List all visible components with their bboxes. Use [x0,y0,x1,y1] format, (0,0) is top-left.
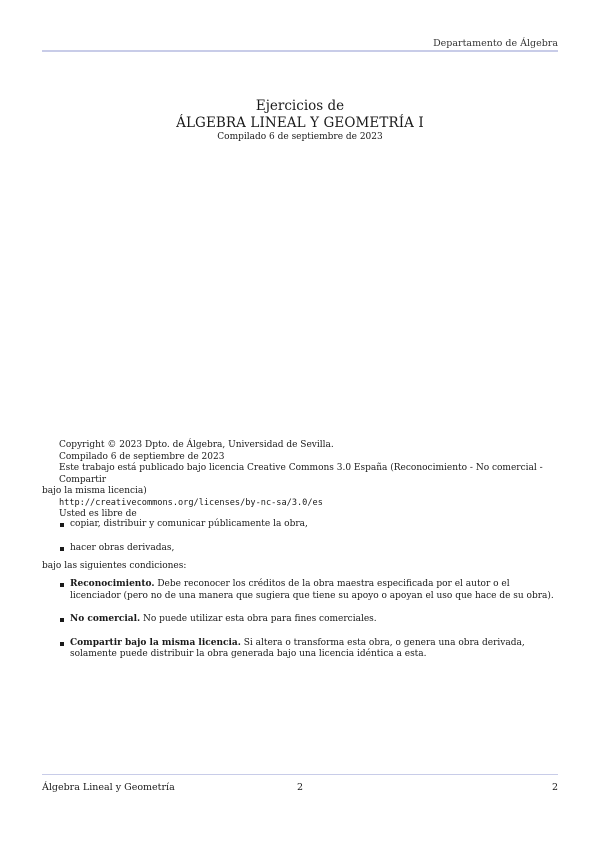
running-header: Departamento de Álgebra [433,38,558,49]
title-line-1: Ejercicios de [255,98,345,114]
list-item [42,614,558,626]
condition-text: No puede utilizar esta obra para fines comerciales. [140,614,377,624]
header-rule [42,50,558,52]
footer-rule [42,774,558,775]
footer-page-number-right: 2 [551,782,558,793]
bullet-icon [60,547,64,551]
license-text-rest: bajo la misma licencia) [42,486,147,496]
conditions-list [42,579,558,661]
bullet-icon [60,618,64,622]
condition-term: Compartir bajo la misma licencia. [70,637,241,648]
conditions-intro: bajo las siguientes condiciones: [42,561,187,571]
bullet-icon [60,523,64,527]
compiled-line: Compilado 6 de septiembre de 2023 [59,451,225,462]
bullet-icon [60,642,64,646]
footer-title: Álgebra Lineal y Geometría [42,782,175,793]
condition-term: Reconocimiento. [70,579,155,589]
license-text-first: Este trabajo está publicado bajo licencia Creative Commons 3.0 España (Reconocimiento - No comercial - Compartir [59,463,543,485]
freedoms-list-container [42,519,558,554]
title-compiled-date: Compilado 6 de septiembre de 2023 [217,132,383,142]
list-item: copiar, distribuir y comunicar públicamente la obra, [42,519,558,531]
condition-text: Si altera o transforma esta obra, o genera una obra derivada, solamente puede distribuir la obra generada bajo una licencia idéntica a esta. [70,637,525,659]
license-text [42,463,558,498]
list-item [42,638,558,661]
footer-page-number-center: 2 [296,782,304,793]
condition-term: No comercial. [70,614,141,624]
bullet-icon [60,583,64,587]
free-to-intro: Usted es libre de [59,509,137,519]
freedoms-list [42,519,558,554]
copyright-line: Copyright © 2023 Dpto. de Álgebra, Universidad de Sevilla. [59,440,334,450]
list-item [42,579,558,602]
conditions-list-container [42,579,558,661]
license-url[interactable]: http://creativecommons.org/licenses/by-nc-sa/3.0/es [59,497,323,508]
list-item: hacer obras derivadas, [42,543,558,555]
title-line-2: ÁLGEBRA LINEAL Y GEOMETRÍA I [176,115,424,131]
condition-text: Debe reconocer los créditos de la obra maestra especificada por el autor o el licenciador (pero no de una manera que sugiera que tiene su apoyo o apoyan el uso que hace de su obra). [70,579,554,601]
license-block [42,440,558,521]
